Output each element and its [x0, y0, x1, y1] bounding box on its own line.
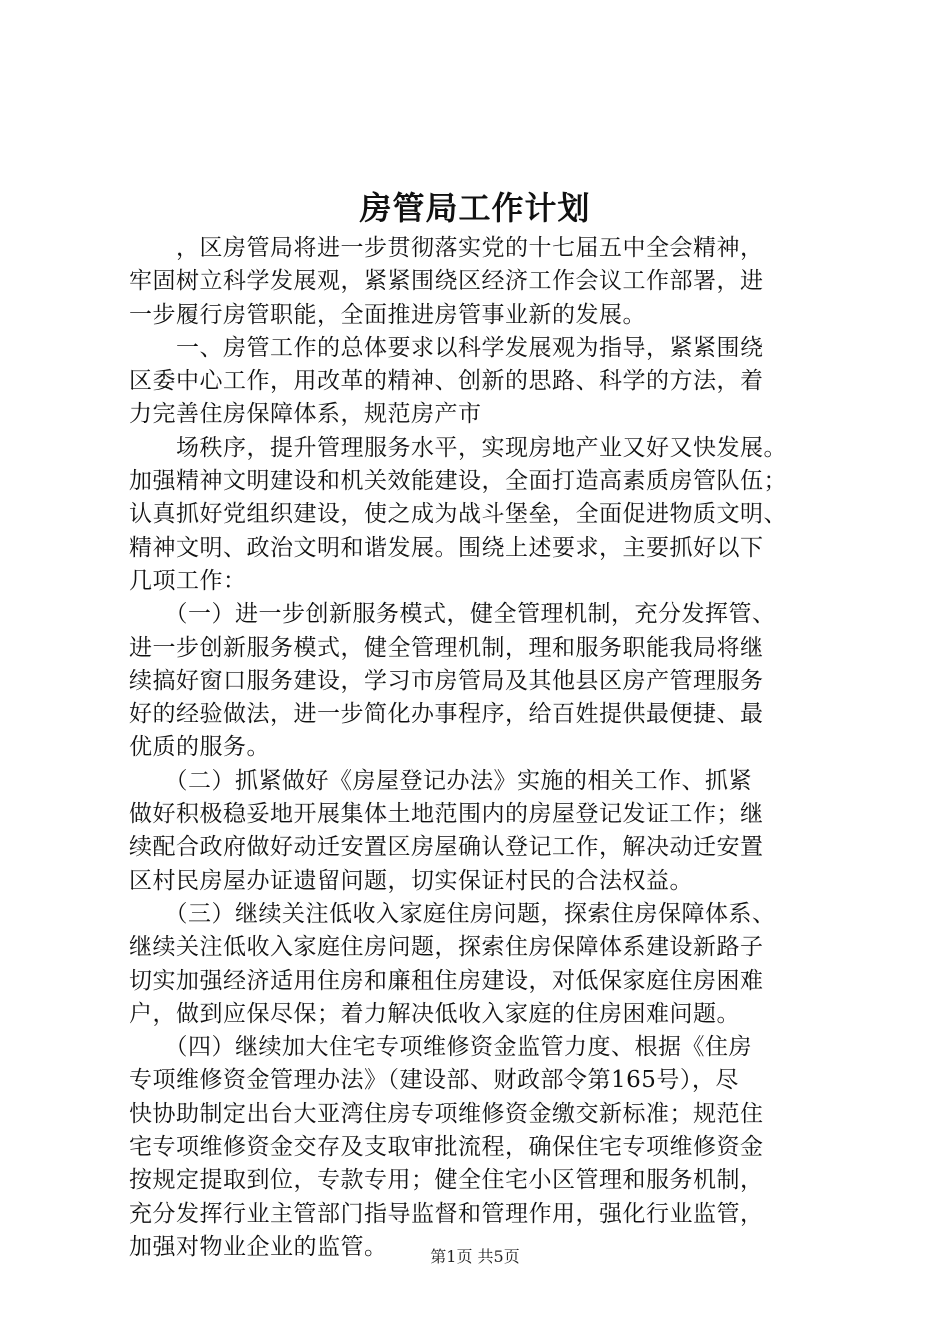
- body-line: 好的经验做法，进一步简化办事程序，给百姓提供最便捷、最: [129, 701, 764, 728]
- body-line: 专项维修资金管理办法》（建设部、财政部令第165号），尽: [129, 1067, 739, 1094]
- body-line: 加强对物业企业的监管。: [129, 1233, 388, 1260]
- body-line: 续搞好窗口服务建设，学习市房管局及其他县区房产管理服务: [129, 667, 764, 694]
- body-line: 快协助制定出台大亚湾住房专项维修资金缴交新标准；规范住: [129, 1100, 764, 1127]
- body-line: 区委中心工作，用改革的精神、创新的思路、科学的方法，着: [129, 368, 764, 395]
- body-line: （二）抓紧做好《房屋登记办法》实施的相关工作、抓紧: [129, 767, 752, 794]
- body-line: ，区房管局将进一步贯彻落实党的十七届五中全会精神，: [129, 235, 764, 261]
- body-line: 续配合政府做好动迁安置区房屋确认登记工作，解决动迁安置: [129, 834, 764, 861]
- body-line: 几项工作：: [129, 567, 247, 594]
- body-line: 户，做到应保尽保；着力解决低收入家庭的住房困难问题。: [129, 1000, 740, 1027]
- document-body: [129, 232, 849, 1264]
- body-line: 优质的服务。: [129, 734, 270, 761]
- body-line: 充分发挥行业主管部门指导监督和管理作用，强化行业监管，: [129, 1200, 764, 1227]
- body-line: 切实加强经济适用住房和廉租住房建设，对低保家庭住房困难: [129, 967, 764, 994]
- body-line: 宅专项维修资金交存及支取审批流程，确保住宅专项维修资金: [129, 1134, 764, 1161]
- body-line: 做好积极稳妥地开展集体土地范围内的房屋登记发证工作；继: [129, 801, 764, 828]
- body-line: 区村民房屋办证遗留问题，切实保证村民的合法权益。: [129, 867, 693, 894]
- body-line: 力完善住房保障体系，规范房产市: [129, 401, 482, 428]
- body-line: 按规定提取到位，专款专用；健全住宅小区管理和服务机制，: [129, 1167, 764, 1194]
- body-line: 认真抓好党组织建设，使之成为战斗堡垒，全面促进物质文明、: [129, 501, 787, 528]
- body-line: 进一步创新服务模式，健全管理机制，理和服务职能我局将继: [129, 634, 764, 661]
- body-line: 加强精神文明建设和机关效能建设，全面打造高素质房管队伍；: [129, 468, 787, 495]
- body-line: 牢固树立科学发展观，紧紧围绕区经济工作会议工作部署，进: [129, 268, 764, 295]
- body-line: 一步履行房管职能，全面推进房管事业新的发展。: [129, 301, 646, 328]
- page-number-footer: 第1页 共5页: [430, 1247, 520, 1266]
- body-line: （一）进一步创新服务模式，健全管理机制，充分发挥管、: [129, 601, 776, 628]
- document-title: 房管局工作计划: [359, 189, 591, 227]
- body-line: （四）继续加大住宅专项维修资金监管力度、根据《住房: [129, 1034, 752, 1061]
- body-line: 场秩序，提升管理服务水平，实现房地产业又好又快发展。: [129, 434, 787, 461]
- body-line: 精神文明、政治文明和谐发展。围绕上述要求，主要抓好以下: [129, 534, 764, 561]
- body-line: 继续关注低收入家庭住房问题，探索住房保障体系建设新路子: [129, 934, 764, 961]
- body-line: （三）继续关注低收入家庭住房问题，探索住房保障体系、: [129, 900, 776, 927]
- body-line: 一、房管工作的总体要求以科学发展观为指导，紧紧围绕: [129, 334, 764, 361]
